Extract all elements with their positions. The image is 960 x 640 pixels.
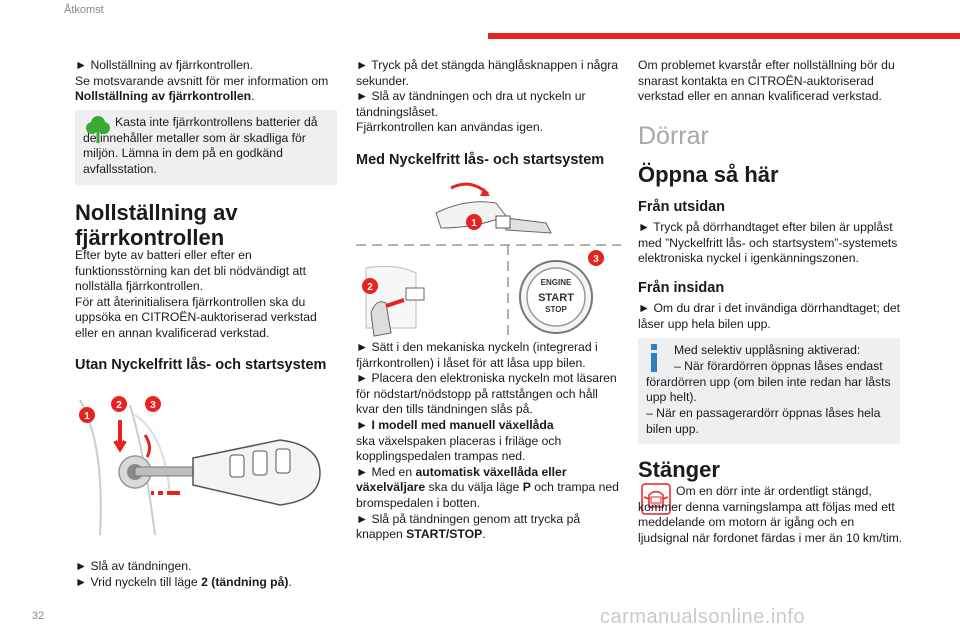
p1-line3 xyxy=(75,89,337,105)
p1-end: . xyxy=(251,89,255,104)
close-text: Om en dörr inte är ordentligt stängd, kommer denna varningslampa att följas med ett meddelande om motorn är igång och en ljudsignal när fordonet färdas i mer än 10 km/tim. xyxy=(638,484,903,545)
auto-end: och trampa ned bromspedalen i botten. xyxy=(356,480,619,510)
figure-keyless-start xyxy=(356,178,621,338)
auto-bold: automatisk växellåda eller växelväljare xyxy=(356,464,567,495)
engine-label: ENGINE xyxy=(540,278,572,287)
start-end: . xyxy=(482,527,486,542)
step2-bold: 2 (tändning på) xyxy=(201,574,289,589)
steps-ignition xyxy=(75,559,337,590)
reset-text-1: Efter byte av batteri eller efter en funktionsstörning kan det bli nödvändigt att nollställa fjärrkontrollen. xyxy=(75,248,307,294)
inside-text: ► Om du drar i det invändiga dörrhandtaget; det låser upp hela bilen upp. xyxy=(638,301,901,331)
heading-reset: Nollställning av fjärrkontrollen xyxy=(75,200,238,250)
info-note xyxy=(638,338,900,444)
auto-p: P xyxy=(522,480,531,495)
auto-pre: ► Med en xyxy=(356,464,416,479)
heading-close: Stänger xyxy=(638,457,720,482)
info-line-2: – När en passagerardörr öppnas låses hela bilen upp. xyxy=(646,406,881,436)
watermark: carmanualsonline.info xyxy=(600,606,806,628)
p1-line2: Se motsvarande avsnitt för mer information om xyxy=(75,73,329,88)
step-ignition-off: ► Slå av tändningen. xyxy=(75,559,192,573)
step-start-stop xyxy=(356,512,621,543)
fig1-label-2: 2 xyxy=(116,400,122,411)
step2-pre: ► Vrid nyckeln till läge xyxy=(75,574,202,589)
col2-ready-text: Fjärrkontrollen kan användas igen. xyxy=(356,120,543,135)
eco-note-text: Kasta inte fjärrkontrollens batterier då de innehåller metaller som är skadliga för miljön. Lämna in dem på en godkänd avfallsstation. xyxy=(83,115,318,176)
fig2-label-3: 3 xyxy=(593,254,599,265)
start-bold: START/STOP xyxy=(406,527,483,542)
step-manual-heading xyxy=(356,418,621,434)
manual-bold: ► I modell med manuell växellåda xyxy=(356,417,554,432)
column-2-top xyxy=(356,58,621,136)
heading-without-keyless: Utan Nyckelfritt lås- och startsystem xyxy=(75,357,327,373)
outside-text: ► Tryck på dörrhandtaget efter bilen är upplåst med ”Nyckelfritt lås- och startsystem”-systemets elektroniska nyckel i igenkänningszonen. xyxy=(638,220,898,266)
p1-bold-ref: Nollställning av fjärrkontrollen xyxy=(75,89,252,104)
heading-doors: Dörrar xyxy=(638,122,709,150)
col3-intro: Om problemet kvarstår efter nollställning bör du snarast kontakta en CITROËN-auktoriserad verkstad eller en annan kvalificerad verkstad. xyxy=(638,58,895,104)
step-turn-key xyxy=(75,575,337,591)
step-insert-key: ► Sätt i den mekaniska nyckeln (integrerad i fjärrkontrollen) i låset för att låsa upp bilen. xyxy=(356,340,598,370)
info-line-1: – När förardörren öppnas låses endast förardörren upp (om bilen inte redan har låsts upp helt). xyxy=(646,359,891,405)
fig2-label-2: 2 xyxy=(367,282,373,293)
auto-mid: ska du välja läge xyxy=(425,480,523,495)
info-title: Med selektiv upplåsning aktiverad: xyxy=(674,343,861,357)
heading-outside: Från utsidan xyxy=(638,199,726,215)
stop-label: STOP xyxy=(545,305,567,314)
p1-line1: ► Nollställning av fjärrkontrollen. xyxy=(75,58,254,72)
step-automatic xyxy=(356,465,621,512)
fig1-label-3: 3 xyxy=(150,400,156,411)
reset-text-2: För att återinitialisera fjärrkontrollen ska du uppsöka en CITROËN-auktoriserad verkstad eller en annan kvalificerad verkstad. xyxy=(75,294,317,340)
column-2-steps xyxy=(356,340,621,543)
figure-key-ignition xyxy=(75,385,337,545)
fig2-label-1: 1 xyxy=(471,218,477,229)
heading-with-keyless: Med Nyckelfritt lås- och startsystem xyxy=(356,152,605,168)
eco-note xyxy=(75,110,337,185)
start-pre: ► Slå på tändningen genom att trycka på knappen xyxy=(356,511,581,542)
col2-step-remove-key: ► Slå av tändningen och dra ut nyckeln ur tändningslåset. xyxy=(356,89,586,119)
header-accent-bar xyxy=(488,33,960,39)
step2-end: . xyxy=(288,574,292,589)
step-manual-text: ska växelspaken placeras i friläge och kopplingspedalen trampas ned. xyxy=(356,433,562,464)
heading-inside: Från insidan xyxy=(638,280,725,296)
start-label: START xyxy=(538,292,574,304)
heading-open: Öppna så här xyxy=(638,162,779,187)
section-header: Åtkomst xyxy=(64,4,104,16)
col2-step-lock-button: ► Tryck på det stängda hänglåsknappen i några sekunder. xyxy=(356,58,619,88)
fig1-label-1: 1 xyxy=(84,411,90,422)
page-number: 32 xyxy=(32,610,45,622)
column-1 xyxy=(75,58,337,105)
step-place-key: ► Placera den elektroniska nyckeln mot läsaren för nödstart/nödstopp på rattstången och håll kvar den tills tändningen slås på. xyxy=(356,371,617,417)
reset-text xyxy=(75,248,337,342)
